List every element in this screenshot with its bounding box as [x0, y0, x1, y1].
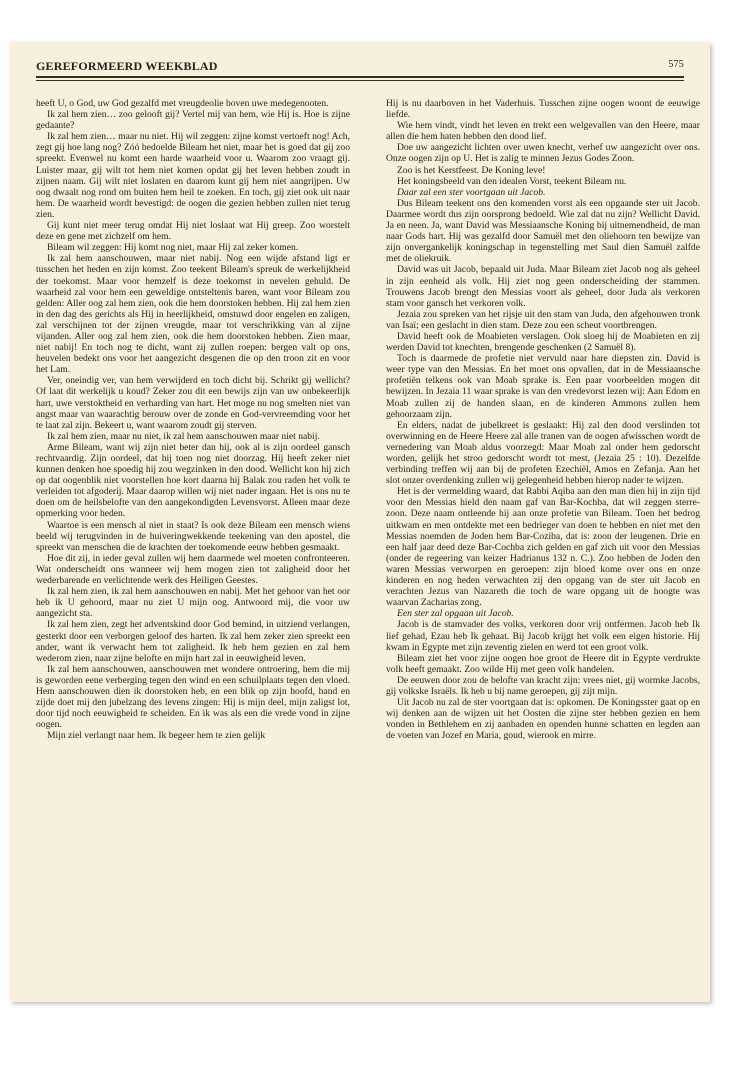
paragraph: Ik zal hem zien, maar nu niet, ik zal hem aanschouwen maar niet nabij.: [47, 430, 320, 442]
paragraph: Doe uw aangezicht lichten over uwen knecht, verhef uw aangezicht over ons. Onze oogen zijn op U. Het is zalig te minnen Jezus Godes Zoon.: [386, 142, 700, 165]
paragraph: Ik zal hem zien… zoo gelooft gij? Vertel mij van hem, wie Hij is. Hoe is zijne gedaante?: [36, 109, 350, 132]
paragraph: Hoe dit zij, in ieder geval zullen wij hem daarmede wel moeten confronteeren. Wat onderscheidt ons wanneer wij hem mogen zien tot zaligheid door het wederbarende en verlichtende werk des Heiligen Geestes.: [36, 552, 350, 587]
paragraph: Bileam ziet het voor zijne oogen hoe groot de Heere dit in Egypte verdrukte volk heeft gemaakt. Zoo wilde Hij met geen volk handelen.: [386, 652, 700, 675]
page-number: 575: [668, 59, 684, 70]
paragraph: Ik zal hem zien, zegt het adventskind door God bemind, in uitziend verlangen, gesterkt door een verborgen geloof des harten. Ik zal hem zeker zien spreekt een ander, want ik verwacht hem tot zaligheid. Ik heb hem gezien en zal hem wederom zien, naar zijne belofte en mijn hart zal in eeuwigheid leven.: [36, 619, 350, 664]
publication-title: GEREFORMEERD WEEKBLAD: [36, 59, 218, 73]
paragraph: Ik zal hem zien… maar nu niet. Hij wil zeggen: zijne komst vertoeft nog! Ach, zegt gij hoe lang nog? Zóó bedoelde Bileam het niet, maar het is goed dat gij zoo spreekt. Evenwel nu komt een harde waarheid voor u. Waarom zoo vraagt gij. Luister maar, gij wilt tot hem niet komen opdat gij het leven hebben zoudt in zijnen naam. Gij wilt niet loslaten en daarom kunt gij hem niet aangrijpen. Uw oog dwaalt nog rond om buiten hem heil te zoeken. En toch, gij ziet ook uit naar hem. De waarheid wordt bevestigd: de oogen die gezien hebben zullen niet terug zien.: [36, 131, 350, 220]
paragraph-italic: Daar zal een ster voortgaan uit Jacob.: [397, 186, 546, 198]
magazine-page: [10, 42, 710, 1002]
paragraph: Het is der vermelding waard, dat Rabbi Aqiba aan den man dien hij in zijn tijd voor den Messias hield den naam gaf van Bar-Kochba, dat wil zeggen sterre-zoon. Deze naam ontleende hij aan onze profetie van Bileam. Toen het bedrog uitkwam en men ontdekte met een bedrieger van doen te hebben en niet met den Messias noemden de Joden hem Bar-Coziba, dat is: zoon der leugenen. Drie en een half jaar deed deze Bar-Cochba zich gelden en gaf zich uit voor den Messias (onder de regeering van keizer Hadrianus 132 n. C.). Zoo hebben de Joden den waren Messias verworpen en geroepen: zijn bloed kome over ons en onze kinderen en nog heden verwachten zij den opgang van de ster uit Jacob en verachten Jezus van Nazareth die toch de ware opgang uit de hoogte was waarvan Zacharias zong.: [386, 486, 700, 609]
paragraph: heeft U, o God, uw God gezalfd met vreugdeolie boven uwe medegenooten.: [36, 98, 329, 109]
paragraph: Dus Bileam teekent ons den komenden vorst als een opgaande ster uit Jacob. Daarmee wordt dus zijn oorsprong bedoeld. Wie zal dat nu zijn? Wellicht David. Ja en neen. Ja, want David was Messiaansche Koning bij uitnemendheid, de man naar Gods hart. Hij was gezalfd door Samuël met den oliehoorn ten bewijze van zijn onvergankelijk koningschap in tegenstelling met Saul dien Samuël zalfde met de oliekruik.: [386, 197, 700, 265]
paragraph: En elders, nadat de jubelkreet is geslaakt: Hij zal den dood verslinden tot overwinning en de Heere Heere zal alle tranen van de oogen afwisschen wordt de vernedering van Moab aldus voorzegd: Maar Moab zal onder hem gedorscht worden, gelijk het stroo gedorscht wordt tot mest, (Jezaia 25 : 10). Dezelfde verbinding treffen wij aan bij de profeten Ezechiël, Amos en Zefanja. Aan het slot onzer overdenking zullen wij gelegenheid hebben hierop nader te wijzen.: [386, 419, 700, 487]
paragraph: David heeft ook de Moabieten verslagen. Ook sloeg hij de Moabieten en zij werden David tot knechten, brengende geschenken (2 Samuël 8).: [386, 330, 700, 354]
right-column: [386, 98, 700, 993]
paragraph: Bileam wil zeggen: Hij komt nog niet, maar Hij zal zeker komen.: [47, 242, 299, 254]
paragraph: Uit Jacob nu zal de ster voortgaan dat is: opkomen. De Koningsster gaat op en wij denken aan de wijzen uit het Oosten die zijne ster hebben gezien en hem vonden in Bethlehem en zij aanbaden en openden hunne schatten en legden aan de voeten van Jozef en Maria, goud, wierook en mirre.: [386, 697, 700, 742]
header-rule-thick: [36, 76, 684, 78]
paragraph: De eeuwen door zou de belofte van kracht zijn: vrees niet, gij wormke Jacobs, gij volkske Israëls. Ik heb u bij name geroepen, gij zijt mijn.: [386, 674, 700, 697]
header-rule-thin: [36, 80, 684, 81]
paragraph: David was uit Jacob, bepaald uit Juda. Maar Bileam ziet Jacob nog als geheel in zijn eenheid als volk. Hij ziet nog geen onderscheiding der stammen. Trouwens Jacob brengt den Messias voort als geheel, door Juda als verkoren stam voor gansch het verkoren volk.: [386, 264, 700, 309]
paragraph: Het koningsbeeld van den idealen Vorst, teekent Bileam nu.: [397, 175, 627, 187]
paragraph: Jacob is de stamvader des volks, verkoren door vrij ontfermen. Jacob heb Ik lief gehad, Ezau heb Ik gehaat. Bij Jacob krijgt het volk een eigen historie. Hij kwam in Egypte met zijn zeventig zielen en werd tot een groot volk.: [386, 619, 700, 653]
paragraph: Ik zal hem zien, ik zal hem aanschouwen en nabij. Met het gehoor van het oor heb ik U gehoord, maar nu ziet U mijn oog. Antwoord mij, die voor uw aangezicht sta.: [36, 586, 350, 620]
paragraph: Toch is daarmede de profetie niet vervuld naar hare diepsten zin. David is weer type van den Messias. En het moet ons opvallen, dat in de Messiaansche profetiën telkens ook van Moab sprake is. Een paar voorbeelden mogen dit bewijzen. In Jezaia 11 waar sprake is van den vredevorst lezen wij: Aan Edom en Moab zullen zij de handen slaan, en de kinderen Ammons zullen hem gehoorzaam zijn.: [386, 353, 700, 420]
paragraph: Ver, oneindig ver, van hem verwijderd en toch dicht bij. Schrikt gij wellicht? Of laat dit werkelijk u koud? Zeker zou dit een bewijs zijn van uw onbekeerlijk hart, uwe verstoktheid en verharding van hart. Het moge nu nog smelten niet van angst maar van waarachtig berouw over de zonde en God-vervreemding voor het te laat zal zijn. Bekeert u, want waarom zoudt gij sterven.: [36, 375, 350, 431]
paragraph-italic: Een ster zal opgaan uit Jacob.: [397, 608, 514, 620]
paragraph: Gij kunt niet meer terug omdat Hij niet loslaat wat Hij greep. Zoo worstelt deze en gene met zichzelf om hem.: [36, 220, 350, 243]
paragraph: Wie hem vindt, vindt het leven en trekt een welgevallen van den Heere, maar allen die hem haten hebben den dood lief.: [386, 120, 700, 143]
paragraph: Arme Bileam, want wij zijn niet beter dan hij, ook al is zijn oordeel gansch rechtvaardig. Zijn oordeel, dat hij toen nog niet doorzag. Hij heeft zeker niet kunnen denken hoe spoedig hij zou wegzinken in den dood. Wellicht kon hij zich op dat oogenblik niet voorstellen hoe kort daarna hij Balak zou raden het volk te verleiden tot afgoderij. Maar daarop willen wij niet nader ingaan. Het is ons nu te doen om de heilsbelofte van den aangekondigden Levensvorst. Alleen maar deze opmerking voor heden.: [36, 441, 350, 520]
paragraph: Hij is nu daarboven in het Vaderhuis. Tusschen zijne oogen woont de eeuwige liefde.: [386, 98, 700, 121]
paragraph: Ik zal hem aanschouwen, aanschouwen met wondere ontroering, hem die mij is geworden eene verberging tegen den wind en een schuilplaats tegen den vloed. Hem aanschouwen dien ik doorstoken heb, en een blik op zijn hoofd, hand en zijde doet mij den jubelzang des levens zingen: Hij is mijn deel, mijn zaligst lot, door tijd noch eeuwigheid te scheiden. En ik was als een die vrede vond in zijne oogen.: [36, 663, 350, 731]
page-header: [36, 59, 684, 77]
paragraph: Mijn ziel verlangt naar hem. Ik begeer hem te zien gelijk: [47, 730, 266, 742]
paragraph: Ik zal hem aanschouwen, maar niet nabij. Nog een wijde afstand ligt er tusschen het heden en zijn komst. Zoo teekent Bileam's spreuk de werkelijkheid der toekomst. Maar voor hemzelf is deze toekomst in nevelen gehuld. De waarheid zal voor hem een geweldige ontsteltenis baren, want voor Bileam zou gelden: Aller oog zal hem zien, ook die hem doorstoken hebben. Hij zal hem zien in den dag des gerichts als Hij in heerlijkheid, omstuwd door engelen en zaligen, zal verschijnen tot der zijnen vreugde, maar tot verschrikking van al zijne vijanden. Aller oog zal hem zien, ook die hem doorstoken hebben. Zien maar, niet nabij! En toch nog te dicht, want zij zullen roepen: bergen valt op ons, heuvelen bedekt ons voor het aangezicht desgenen die op den troon zit en voor het Lam.: [36, 253, 350, 376]
left-column: [36, 98, 350, 993]
paragraph: Waartoe is een mensch al niet in staat? Is ook deze Bileam een mensch wiens beeld wij terugvinden in de huiveringwekkende teekening van den apostel, die spreekt van menschen die de krachten der toekomende eeuw hebben gesmaakt.: [36, 519, 350, 553]
paragraph: Zoo is het Kerstfeest. De Koning leve!: [397, 164, 546, 176]
paragraph: Jezaia zou spreken van het rijsje uit den stam van Juda, den afgehouwen tronk van Isaï; een geslacht in dien stam. Deze zou een scheut voortbrengen.: [386, 308, 700, 331]
